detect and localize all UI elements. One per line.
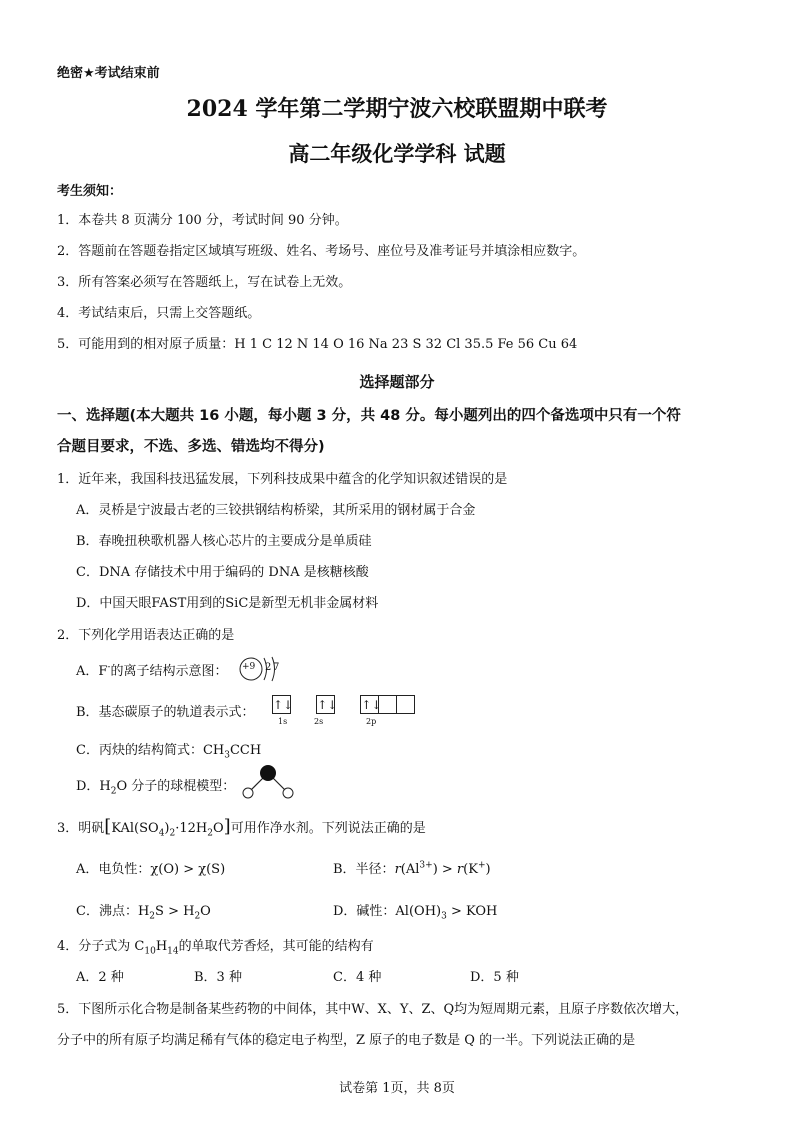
q3-option-d: D．碱性：$Al(OH)_3$ > KOH [333, 904, 498, 922]
confidential-label: 绝密★考试结束前 [57, 66, 160, 81]
q4-stem: 4．分子式为 $C_{10}H_{14}$的单取代芳香烃，其可能的结构有 [57, 939, 374, 957]
q2-c-end: CCH [229, 743, 262, 758]
q2-option-a [76, 660, 227, 679]
notice-item-3: 3．所有答案必须写在答题纸上，写在试卷上无效。 [57, 275, 352, 290]
q3-stem-post: 可用作净水剂。下列说法正确的是 [230, 821, 426, 836]
notice-heading: 考生须知： [57, 184, 123, 199]
notice-item-5: 5．可能用到的相对原子质量：H 1 C 12 N 14 O 16 Na 23 S 32 Cl 35.5 Fe 56 Cu 64 [57, 337, 578, 352]
notice-item-2: 2．答题前在答题卷指定区域填写班级、姓名、考场号、座位号及准考证号并填涂相应数字。 [57, 244, 586, 259]
q3-stem-pre: 3．明矾 [57, 821, 105, 836]
exam-subtitle: 高二年级化学学科 试题 [288, 141, 506, 166]
q2-c-text: C．丙炔的结构简式：CH [76, 743, 225, 758]
part-instructions-line-1: 一、选择题(本大题共 16 小题，每小题 3 分，共 48 分。每小题列出的四个备选项中只有一个符 [57, 408, 681, 424]
q2-d-sub: 2 [110, 786, 117, 797]
orbital-2p-box-1: ↑↓ [360, 695, 379, 714]
q1-option-b: B．春晚扭秧歌机器人核心芯片的主要成分是单质硅 [76, 534, 372, 549]
orbital-diagram [272, 694, 412, 728]
q3-option-b: B．半径：$r(Al^{3+}) > r(K^+)$ [333, 860, 491, 877]
q1-stem: 1．近年来，我国科技迅猛发展，下列科技成果中蕴含的化学知识叙述错误的是 [57, 472, 508, 487]
q4-option-b: B．3 种 [194, 970, 242, 985]
ion-structure-diagram [238, 654, 286, 684]
q2-d-text: D．H [76, 779, 111, 794]
q2-a-label: A．F [76, 664, 108, 679]
section-title: 选择题部分 [359, 373, 435, 391]
q3-option-c: C．沸点：$H_2S > H_2O$ [76, 904, 211, 922]
q3-stem: 3．明矾$[KAl(SO_4)_2\cdot 12H_2O]$可用作净水剂。下列说法正确的是 [57, 816, 426, 839]
part-instructions-line-2: 合题目要求，不选、多选、错选均不得分) [57, 439, 325, 455]
q2-c-sub: 3 [224, 750, 230, 761]
orbital-2s-label: 2s [314, 717, 324, 726]
q5-stem-line-1: 5．下图所示化合物是制备某些药物的中间体，其中W、X、Y、Z、Q均为短周期元素，且原子序数依次增大， [57, 1002, 689, 1017]
q2-option-d [76, 775, 235, 797]
q2-d-end: O 分子的球棍模型： [116, 779, 236, 794]
orbital-2p-box-3 [396, 695, 415, 714]
q2-stem: 2．下列化学用语表达正确的是 [57, 628, 235, 643]
orbital-1s-box: ↑↓ [272, 695, 291, 714]
notice-item-1: 1．本卷共 8 页满分 100 分，考试时间 90 分钟。 [57, 213, 348, 228]
q1-option-d: D．中国天眼FAST用到的SiC是新型无机非金属材料 [76, 596, 379, 611]
orbital-2p-box-2 [378, 695, 397, 714]
q5-stem-line-2: 分子中的所有原子均满足稀有气体的稳定电子构型，Z 原子的电子数是 Q 的一半。下列说法正确的是 [57, 1033, 636, 1048]
q1-option-c: C．DNA 存储技术中用于编码的 DNA 是核糖核酸 [76, 565, 369, 580]
q4-option-c: C．4 种 [333, 970, 382, 985]
water-model-svg [240, 762, 296, 802]
orbital-2s-box: ↑↓ [316, 695, 335, 714]
notice-item-4: 4．考试结束后，只需上交答题纸。 [57, 306, 261, 321]
q4-option-a: A．2 种 [76, 970, 124, 985]
ion-shell-1: 2 [265, 662, 272, 673]
alum-formula: $KAl(SO_4)_2\cdot 12H_2O$ [111, 821, 224, 839]
q2-option-c [76, 739, 261, 761]
orbital-1s-label: 1s [278, 717, 288, 726]
q4-option-d: D．5 种 [470, 970, 519, 985]
q2-a-charge: - [107, 662, 111, 673]
page-footer: 试卷第 1页，共 8页 [339, 1081, 455, 1096]
ion-shell-2: 7 [273, 662, 280, 673]
q2-option-b: B．基态碳原子的轨道表示式： [76, 705, 255, 720]
ion-nucleus-charge: +9 [242, 662, 256, 672]
q1-option-a: A．灵桥是宁波最古老的三铰拱钢结构桥梁，其所采用的钢材属于合金 [76, 503, 476, 518]
q3-option-a: A．电负性：χ(O) > χ(S) [76, 862, 226, 877]
water-ball-stick-model [240, 762, 296, 802]
q2-a-text: 的离子结构示意图： [110, 664, 228, 679]
orbital-2p-label: 2p [366, 717, 377, 726]
exam-title: 2024 学年第二学期宁波六校联盟期中联考 [186, 96, 608, 122]
